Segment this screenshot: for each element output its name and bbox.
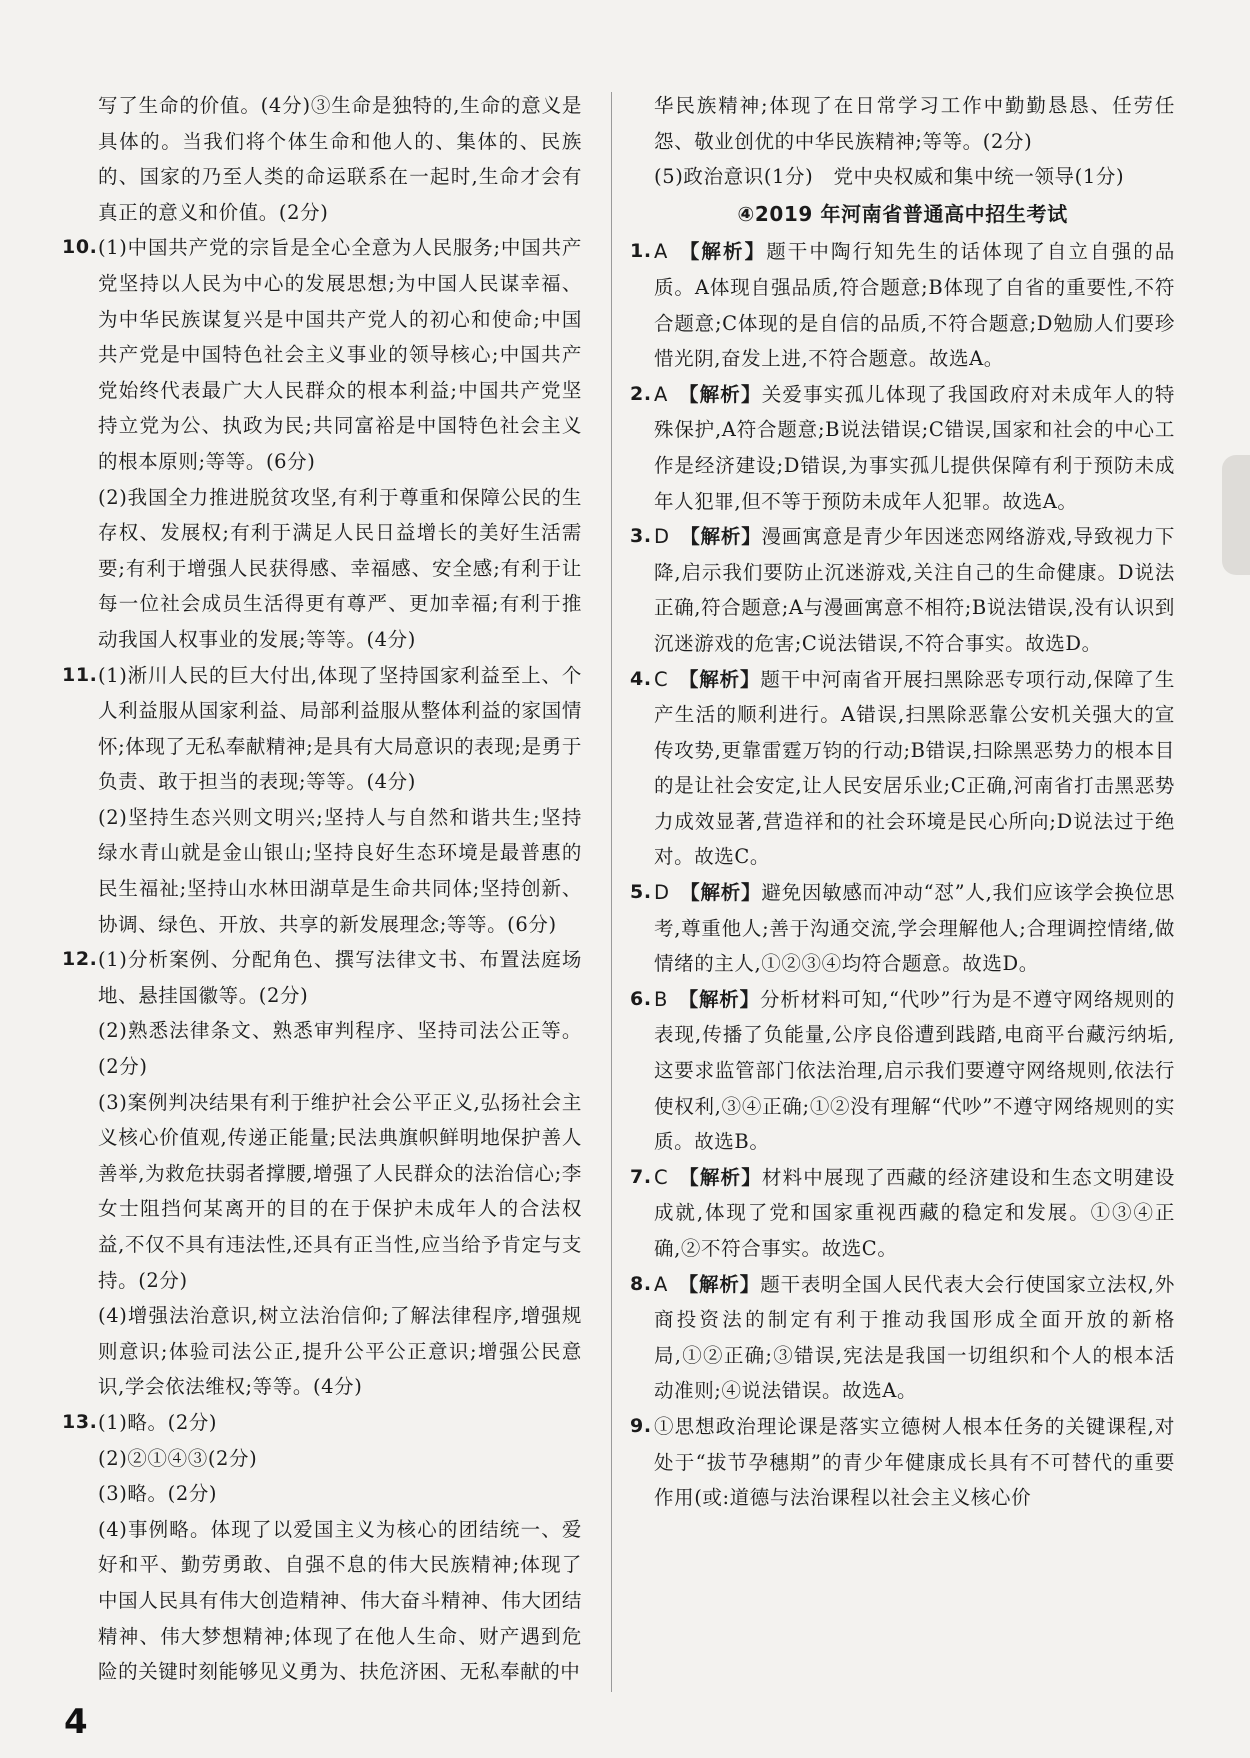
analysis-tag: 【解析】 — [678, 987, 761, 1011]
analysis-text: 漫画寓意是青少年因迷恋网络游戏,导致视力下降,启示我们要防止沉迷游戏,关注自己的生命健康。D说法正确,符合题意;A与漫画寓意不相符;B说法错误,没有认识到沉迷游戏的危害;C说法错误,不符合事实。故选D。 — [654, 525, 1175, 655]
answer-text — [654, 519, 1175, 661]
analysis-tag: 【解析】 — [678, 1165, 762, 1189]
answer-part: (4)事例略。体现了以爱国主义为核心的团结统一、爱好和平、勤劳勇敢、自强不息的伟大民族精神;体现了中国人民具有伟大创造精神、伟大奋斗精神、伟大团结精神、伟大梦想精神;体现了在他人生命、财产遇到危险的关键时刻能够见义勇为、扶危济困、无私奉献的中 — [98, 1517, 582, 1684]
analysis-tag: 【解析】 — [678, 1272, 761, 1296]
question-number: 6. — [630, 987, 652, 1010]
question-number: 10. — [62, 236, 98, 259]
question-number: 5. — [630, 881, 652, 904]
choice-answer-item — [630, 519, 1175, 661]
choice-answer-item — [630, 1267, 1175, 1409]
question-number: 3. — [630, 525, 652, 548]
answer-text — [654, 377, 1175, 519]
analysis-text: 避免因敏感而冲动“怼”人,我们应该学会换位思考,尊重他人;善于沟通交流,学会理解他人;合理调控情绪,做情绪的主人,①②③④均符合题意。故选D。 — [654, 881, 1175, 976]
answer-text — [654, 982, 1175, 1160]
analysis-tag: 【解析】 — [678, 240, 767, 264]
analysis-tag: 【解析】 — [678, 382, 762, 406]
section-title: ④2019 年河南省普通高中招生考试 — [737, 201, 1068, 226]
answer-letter: C — [654, 667, 669, 691]
question-number: 2. — [630, 382, 652, 405]
question-number: 13. — [62, 1410, 98, 1433]
answer-part: (2)坚持生态兴则文明兴;坚持人与自然和谐共生;坚持绿水青山就是金山银山;坚持良好生态环境是最普惠的民生福祉;坚持山水林田湖草是生命共同体;坚持创新、协调、绿色、开放、共享的新发展理念;等等。(6分) — [98, 805, 582, 936]
q13-continuation: 华民族精神;体现了在日常学习工作中勤勤恳恳、任劳任怨、敬业创优的中华民族精神;等等。(2分) — [654, 94, 1175, 153]
left-column — [62, 88, 582, 1690]
answer-text — [654, 662, 1175, 876]
analysis-text: 材料中展现了西藏的经济建设和生态文明建设成就,体现了党和国家重视西藏的稳定和发展。①③④正确,②不符合事实。故选C。 — [654, 1165, 1175, 1260]
right-column — [630, 88, 1175, 1516]
analysis-tag: 【解析】 — [679, 525, 762, 549]
choice-answer-item — [630, 377, 1175, 519]
answer-text — [654, 1160, 1175, 1267]
question-number: 8. — [630, 1272, 652, 1295]
choice-answer-item — [630, 1409, 1175, 1516]
question-11 — [62, 658, 582, 943]
analysis-text: ①思想政治理论课是落实立德树人根本任务的关键课程,对处于“拔节孕穗期”的青少年健康成长具有不可替代的重要作用(或:道德与法治课程以社会主义核心价 — [654, 1414, 1175, 1510]
answer-part: (2)我国全力推进脱贫攻坚,有利于尊重和保障公民的生存权、发展权;有利于满足人民日益增长的美好生活需要;有利于增强人民获得感、幸福感、安全感;有利于让每一位社会成员生活得更有尊严、更加幸福;有利于推动我国人权事业的发展;等等。(4分) — [98, 485, 582, 651]
answer-part: (1)略。(2分) — [98, 1410, 218, 1434]
answer-letter: A — [654, 1272, 668, 1296]
answer-part: (4)增强法治意识,树立法治信仰;了解法律程序,增强规则意识;体验司法公正,提升公平公正意识;增强公民意识,学会依法维权;等等。(4分) — [98, 1304, 582, 1399]
question-number: 9. — [630, 1414, 652, 1437]
question-number: 11. — [62, 663, 98, 686]
choice-answer-item — [630, 875, 1175, 982]
answer-letter: B — [654, 987, 668, 1011]
question-13 — [62, 1405, 582, 1690]
question-12 — [62, 942, 582, 1405]
choice-answer-item — [630, 234, 1175, 376]
question-number: 7. — [630, 1165, 652, 1188]
answer-text — [654, 1409, 1175, 1516]
analysis-text: 题干中陶行知先生的话体现了自立自强的品质。A体现自强品质,符合题意;B体现了自省的重要性,不符合题意;C体现的是自信的品质,不符合题意;D勉励人们要珍惜光阴,奋发上进,不符合题意。故选A。 — [654, 240, 1175, 371]
analysis-text: 题干中河南省开展扫黑除恶专项行动,保障了生产生活的顺利进行。A错误,扫黑除恶靠公安机关强大的宣传攻势,更靠雷霆万钧的行动;B错误,扫除黑恶势力的根本目的是让社会安定,让人民安居乐业;C正确,河南省打击黑恶势力成效显著,营造祥和的社会环境是民心所向;D说法过于绝对。故选C。 — [654, 667, 1175, 869]
choice-answers-list — [630, 234, 1175, 1515]
column-divider — [611, 92, 612, 1692]
question-number: 1. — [630, 240, 652, 263]
question-number: 4. — [630, 667, 652, 690]
answer-text — [654, 234, 1175, 376]
answer-text — [654, 1267, 1175, 1409]
answer-part: (1)分析案例、分配角色、撰写法律文书、布置法庭场地、悬挂国徽等。(2分) — [98, 948, 582, 1007]
page-edge-tab — [1222, 455, 1250, 575]
choice-answer-item — [630, 1160, 1175, 1267]
analysis-text: 题干表明全国人民代表大会行使国家立法权,外商投资法的制定有利于推动我国形成全面开放的新格局,①②正确;③错误,宪法是我国一切组织和个人的根本活动准则;④说法错误。故选A。 — [654, 1272, 1175, 1403]
answer-text — [654, 875, 1175, 982]
answer-part: (3)案例判决结果有利于维护社会公平正义,弘扬社会主义核心价值观,传递正能量;民法典旗帜鲜明地保护善人善举,为救危扶弱者撑腰,增强了人民群众的法治信心;李女士阻挡何某离开的目的在于保护未成年人的合法权益,不仅不具有违法性,还具有正当性,应当给予肯定与支持。(2分) — [98, 1090, 582, 1292]
answer-part: (2)熟悉法律条文、熟悉审判程序、坚持司法公正等。(2分) — [98, 1019, 582, 1079]
page-number: 4 — [64, 1702, 88, 1742]
analysis-tag: 【解析】 — [679, 881, 762, 905]
question-number: 12. — [62, 948, 98, 971]
analysis-tag: 【解析】 — [678, 667, 761, 691]
analysis-text: 关爱事实孤儿体现了我国政府对未成年人的特殊保护,A符合题意;B说法错误;C错误,国家和社会的中心工作是经济建设;D错误,为事实孤儿提供保障有利于预防未成年人犯罪,但不等于预防未成年人犯罪。故选A。 — [654, 382, 1175, 513]
choice-answer-item — [630, 982, 1175, 1160]
answer-letter: D — [654, 525, 670, 549]
answer-part: (1)中国共产党的宗旨是全心全意为人民服务;中国共产党坚持以人民为中心的发展思想;为中国人民谋幸福、为中华民族谋复兴是中国共产党人的初心和使命;中国共产党是中国特色社会主义事业的领导核心;中国共产党始终代表最广大人民群众的根本利益;中国共产党坚持立党为公、执政为民;共同富裕是中国特色社会主义的根本原则;等等。(6分) — [98, 236, 582, 473]
choice-answer-item — [630, 662, 1175, 876]
answer-letter: A — [654, 240, 668, 264]
answer-letter: D — [654, 881, 670, 905]
question-10 — [62, 230, 582, 657]
q13-part-5: (5)政治意识(1分) 党中央权威和集中统一领导(1分) — [654, 165, 1125, 189]
q9-continuation: 写了生命的价值。(4分)③生命是独特的,生命的意义是具体的。当我们将个体生命和他人的、集体的、民族的、国家的乃至人类的命运联系在一起时,生命才会有真正的意义和价值。(2分) — [98, 94, 582, 224]
answer-part: (1)淅川人民的巨大付出,体现了坚持国家利益至上、个人利益服从国家利益、局部利益服从整体利益的家国情怀;体现了无私奉献精神;是具有大局意识的表现;是勇于负责、敢于担当的表现;等等。(4分) — [98, 663, 582, 794]
answer-letter: A — [654, 382, 668, 406]
answer-part: (3)略。(2分) — [98, 1482, 218, 1506]
answer-part: (2)②①④③(2分) — [98, 1446, 258, 1470]
answer-letter: C — [654, 1165, 669, 1189]
analysis-text: 分析材料可知,“代吵”行为是不遵守网络规则的表现,传播了负能量,公序良俗遭到践踏,电商平台藏污纳垢,这要求监管部门依法治理,启示我们要遵守网络规则,依法行使权利,③④正确;①②没有理解“代吵”不遵守网络规则的实质。故选B。 — [654, 987, 1175, 1154]
